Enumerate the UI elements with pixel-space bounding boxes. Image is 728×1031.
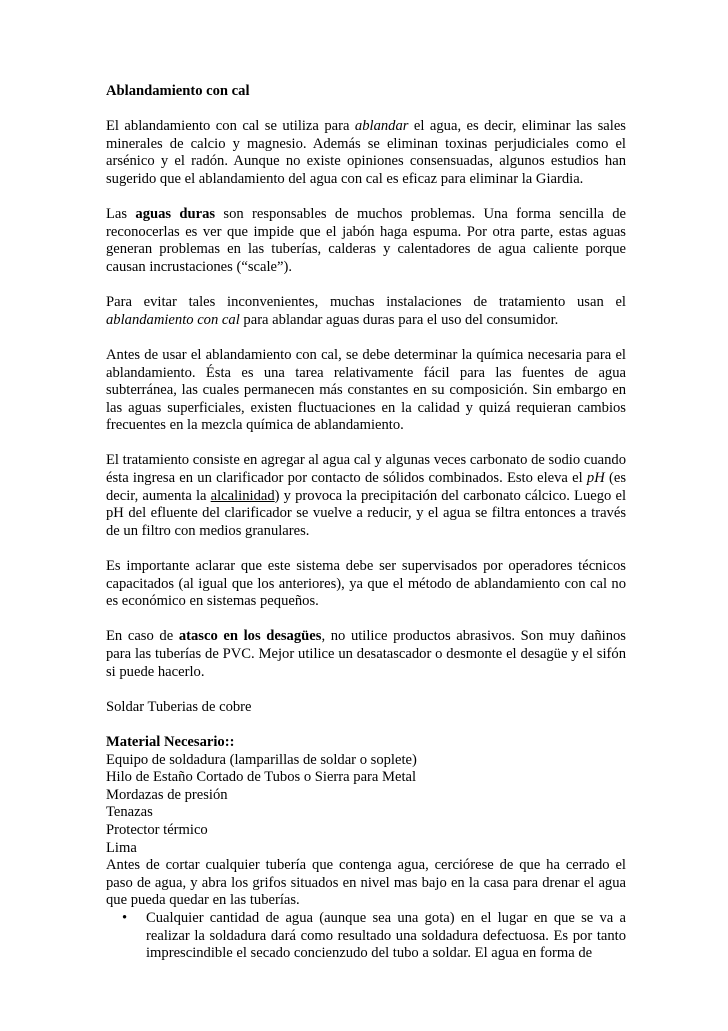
material-item: Hilo de Estaño Cortado de Tubos o Sierra para Metal [106, 769, 417, 786]
italic-term: ablandamiento con cal [106, 311, 240, 328]
paragraph-4: Antes de usar el ablandamiento con cal, se debe determinar la química necesaria para el ablandamiento. Ésta es una tarea relativamente fácil para las fuentes de agua subterránea, las cuales permanecen más constantes en su composición. Sin embargo en las aguas superficiales, existen fluctuaciones en la calidad y quizá requieran cambios frecuentes en la mezcla química de ablandamiento. [106, 346, 626, 434]
bold-term: aguas duras [135, 206, 216, 223]
text-run: (es decir, aumenta la [106, 470, 626, 504]
text-run: para ablandar aguas duras para el uso del consumidor. [239, 311, 559, 328]
bullet-list [106, 910, 626, 963]
text-run: ) y provoca la precipitación del carbonato cálcico. Luego el pH del efluente del clarificador se vuelve a reducir, y el agua se filtra entonces a través de un filtro con medios granulares. [106, 487, 626, 539]
text-run: En caso de [106, 628, 179, 645]
alcalinidad-link[interactable]: alcalinidad [210, 487, 275, 504]
paragraph-5 [106, 452, 626, 540]
paragraph-3 [106, 294, 626, 329]
paragraph-7 [106, 628, 626, 681]
text-run: el agua, es decir, eliminar las sales minerales de calcio y magnesio. Además se eliminan toxinas perjudiciales como el arsénico y el radón. Aunque no existe opiniones consensuadas, algunos estudios han sugerido que el ablandamiento del agua con cal es eficaz para eliminar la Giardia. [106, 118, 626, 187]
paragraph-6: Es importante aclarar que este sistema debe ser supervisados por operadores técnicos capacitados (al igual que los anteriores), ya que el método de ablandamiento con cal no es económico en sistemas pequeños. [106, 558, 626, 610]
bullet-icon: • [122, 909, 128, 926]
paragraph-8: Antes de cortar cualquier tubería que contenga agua, cerciórese de que ha cerrado el paso de agua, y abra los grifos situados en nivel mas bajo en la casa para drenar el agua que pueda quedar en las tuberías. [106, 857, 626, 909]
text-run: , no utilice productos abrasivos. Son muy dañinos para las tuberías de PVC. Mejor utilice un desatascador o desmonte el desagüe y el sifón si puede hacerlo. [106, 628, 626, 680]
material-item: Tenazas [106, 804, 153, 821]
material-title: Material Necesario:: [106, 733, 235, 750]
paragraph-2 [106, 206, 626, 276]
text-run: Para evitar tales inconvenientes, muchas instalaciones de tratamiento usan el [106, 294, 626, 311]
text-run: Las [106, 206, 136, 223]
bullet-text: Cualquier cantidad de agua (aunque sea una gota) en el lugar en que se va a realizar la soldadura dará como resultado una soldadura defectuosa. Es por tanto imprescindible el secado concienzudo del tubo a soldar. El agua en forma de [146, 909, 626, 962]
italic-term: ablandar [354, 118, 409, 135]
document-page [106, 83, 626, 963]
text-run: El ablandamiento con cal se utiliza para [106, 118, 355, 135]
material-item: Equipo de soldadura (lamparillas de soldar o soplete) [106, 751, 417, 768]
bold-term: atasco en los desagües [178, 628, 322, 645]
material-item: Lima [106, 839, 137, 856]
italic-term: pH [586, 470, 605, 487]
doc-title: Ablandamiento con cal [106, 83, 250, 99]
material-item: Protector térmico [106, 821, 208, 838]
bullet-item [106, 910, 626, 963]
text-run: El tratamiento consiste en agregar al agua cal y algunas veces carbonato de sodio cuando ésta ingresa en un clarificador por contacto de sólidos combinados. Esto eleva el [106, 452, 626, 487]
materials-list [106, 752, 626, 858]
material-item: Mordazas de presión [106, 786, 228, 803]
text-run: son responsables de muchos problemas. Una forma sencilla de reconocerlas es ver que impide que el jabón haga espuma. Por otra parte, estas aguas generan problemas en las tuberías, calderas y calentadores de agua caliente porque causan incrustaciones (“scale”). [106, 206, 626, 275]
section-2-title: Soldar Tuberias de cobre [106, 698, 252, 715]
paragraph-1 [106, 118, 626, 188]
